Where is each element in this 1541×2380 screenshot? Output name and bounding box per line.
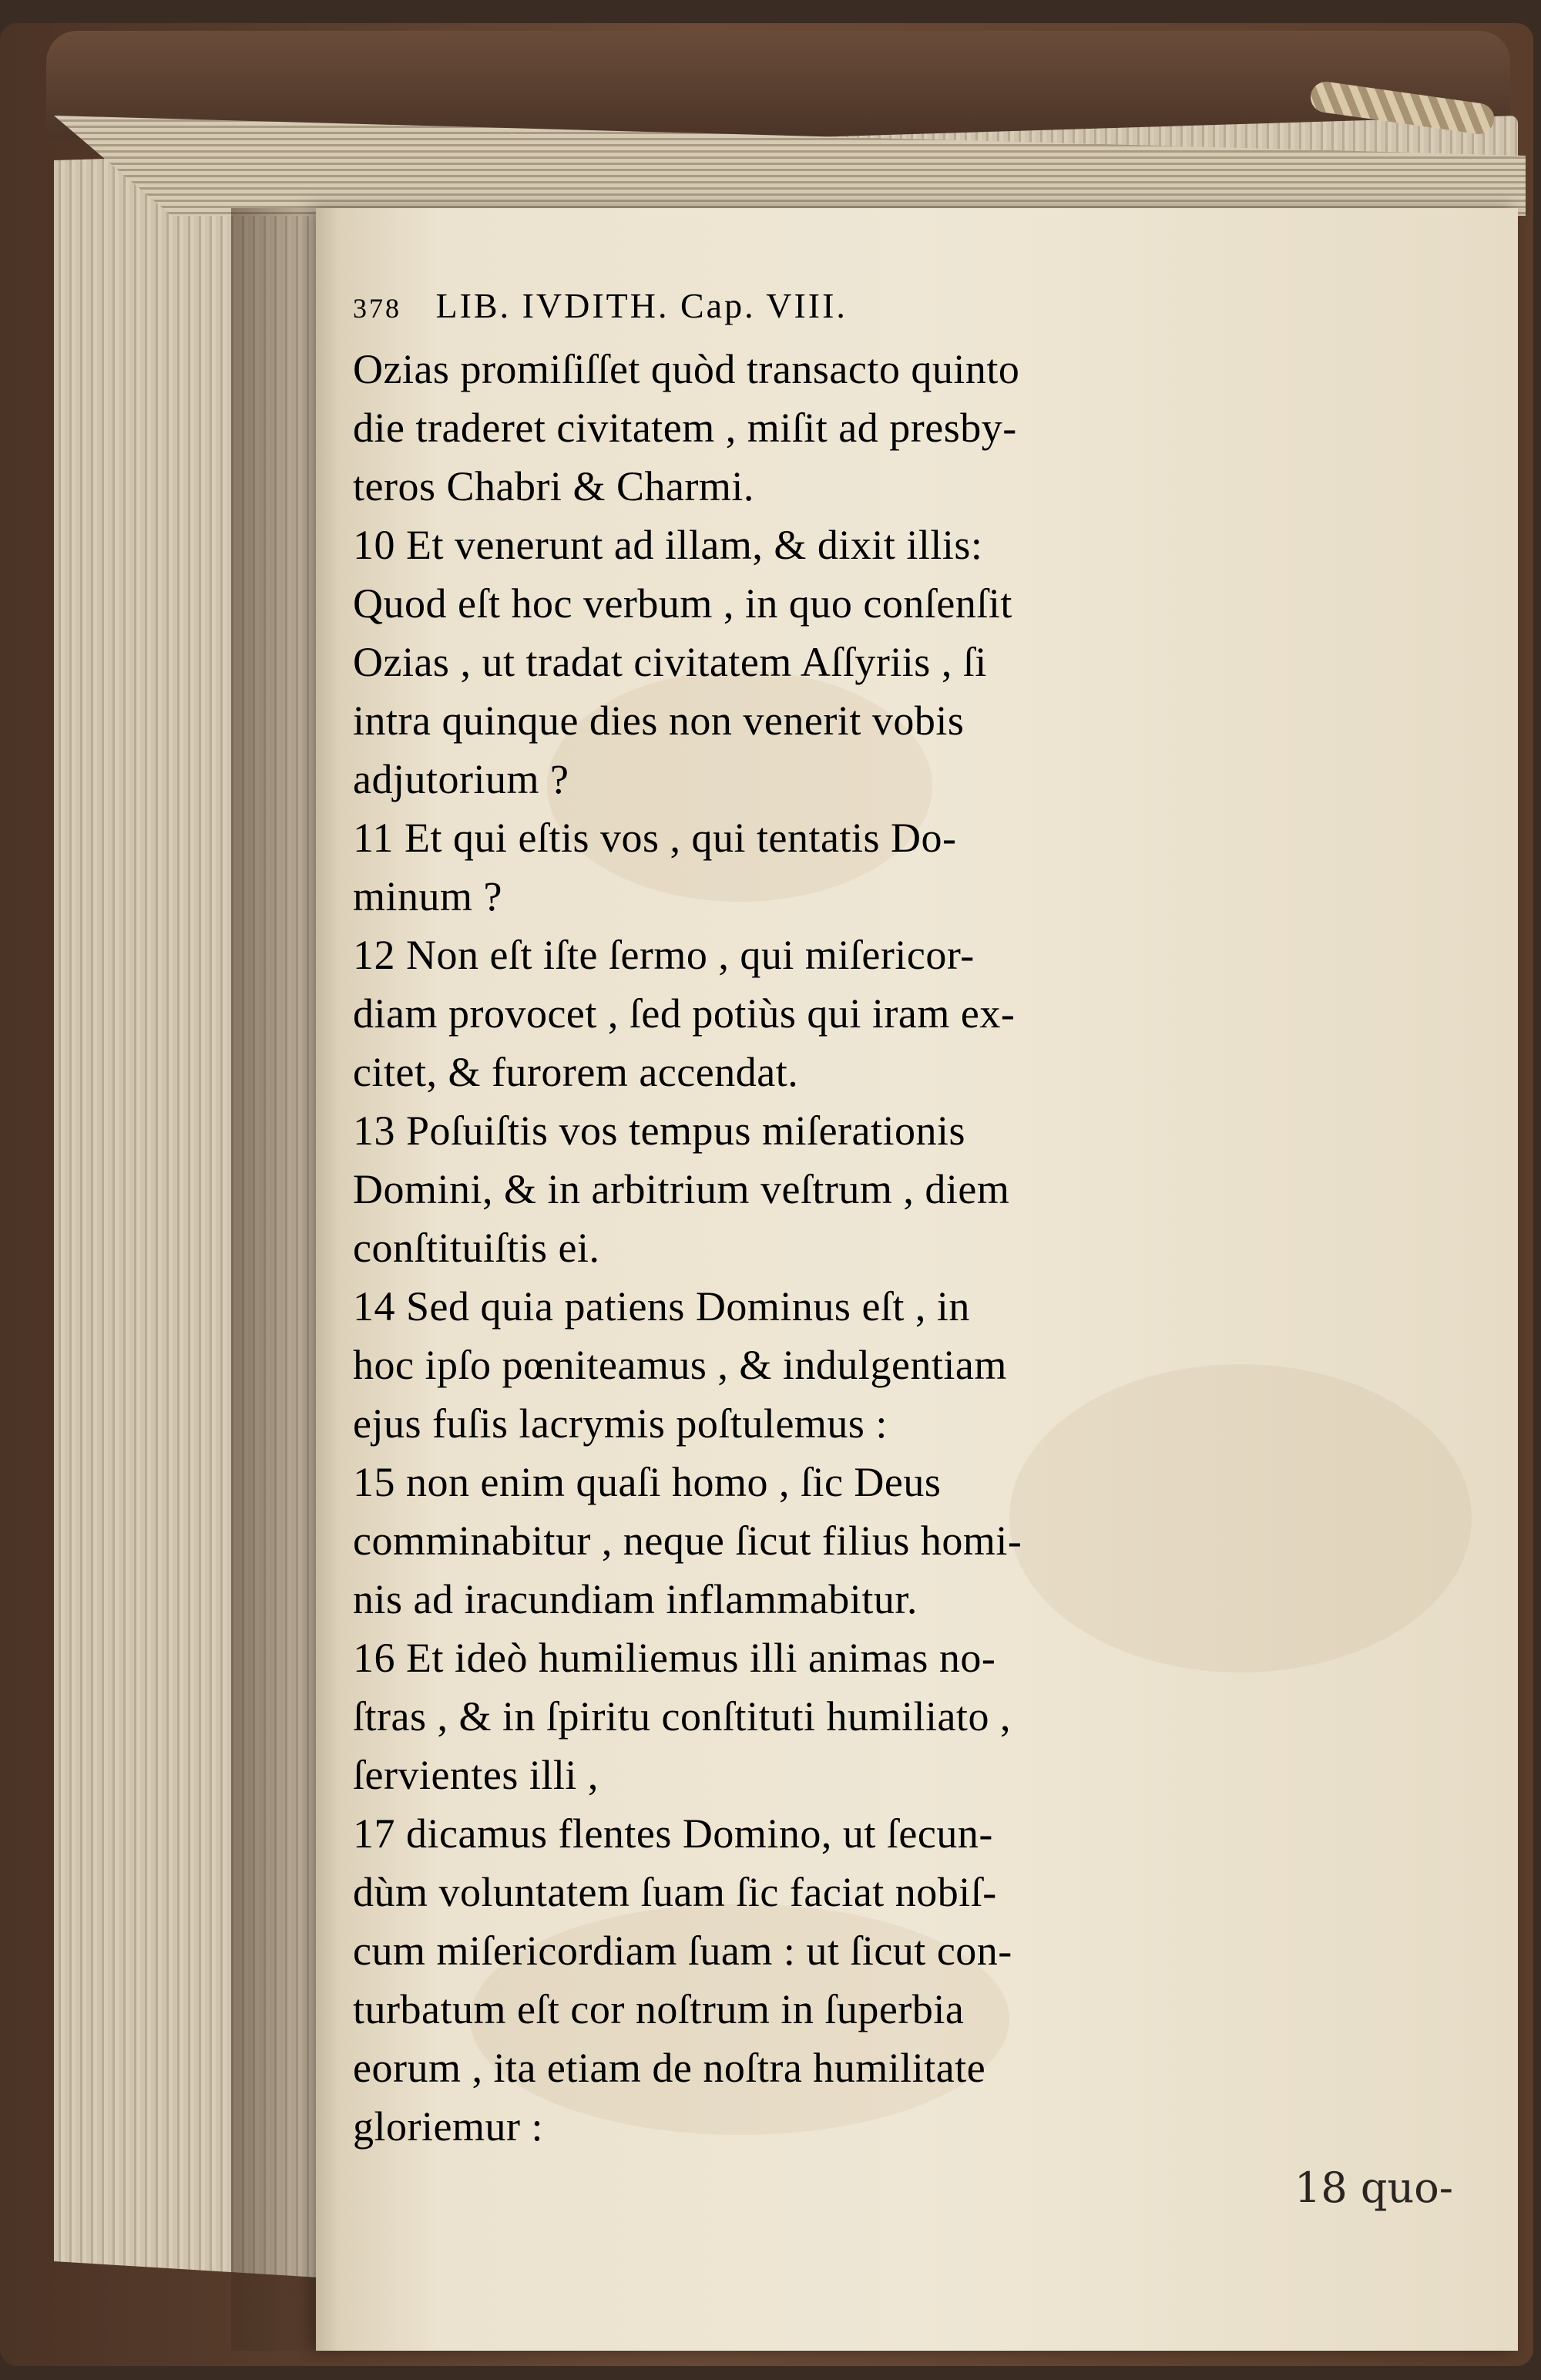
text-line: intra quinque dies non venerit vobis (353, 698, 965, 744)
text-line: nis ad iracundiam inflammabitur. (353, 1576, 918, 1622)
text-line: minum ? (353, 873, 502, 919)
text-line: Domini, & in arbitrium veſtrum , diem (353, 1166, 1010, 1212)
text-line: hoc ipſo pœniteamus , & indulgentiam (353, 1342, 1007, 1388)
page-number: 378 (353, 293, 401, 324)
text-line: Quod eſt hoc verbum , in quo conſenſit (353, 580, 1012, 627)
text-line: turbatum eſt cor noſtrum in ſuperbia (353, 1986, 965, 2032)
text-line: die traderet civitatem , miſit ad presby- (353, 405, 1017, 451)
text-line: 14 Sed quia patiens Dominus eſt , in (353, 1283, 970, 1330)
text-line: cum miſericordiam ſuam : ut ſicut con- (353, 1928, 1012, 1974)
text-line: 12 Non eſt iſte ſermo , qui miſericor- (353, 932, 975, 978)
text-line: dùm voluntatem ſuam ſic faciat nobiſ- (353, 1869, 997, 1915)
text-line: 15 non enim quaſi homo , ſic Deus (353, 1459, 942, 1505)
running-head-title: LIB. IVDITH. Cap. VIII. (435, 286, 848, 325)
text-line: Ozias promiſiſſet quòd transacto quinto (353, 346, 1020, 392)
text-line: 10 Et venerunt ad illam, & dixit illis: (353, 522, 983, 568)
catchword: 18 quo- (1294, 2163, 1453, 2212)
text-line: ſervientes illi , (353, 1752, 599, 1798)
text-line: gloriemur : (353, 2103, 543, 2150)
text-line: ejus fuſis lacrymis poſtulemus : (353, 1400, 888, 1447)
spine-shadow (231, 208, 339, 2351)
text-line: teros Chabri & Charmi. (353, 463, 754, 509)
text-line: 13 Poſuiſtis vos tempus miſerationis (353, 1108, 966, 1154)
text-line: conſtituiſtis ei. (353, 1225, 600, 1271)
text-line: diam provocet , ſed potiùs qui iram ex- (353, 990, 1016, 1037)
text-line: 16 Et ideò humiliemus illi animas no- (353, 1635, 996, 1681)
text-line: ſtras , & in ſpiritu conſtituti humiliato , (353, 1693, 1011, 1740)
text-line: citet, & furorem accendat. (353, 1049, 799, 1095)
text-line: adjutorium ? (353, 756, 569, 802)
text-line: 17 dicamus flentes Domino, ut ſecun- (353, 1810, 993, 1857)
running-head (353, 279, 1432, 333)
text-line: eorum , ita etiam de noſtra humilitate (353, 2045, 986, 2091)
text-line: 11 Et qui eſtis vos , qui tentatis Do- (353, 815, 957, 861)
text-line: Ozias , ut tradat civitatem Aſſyriis , ſi (353, 639, 987, 685)
text-line: comminabitur , neque ſicut filius homi- (353, 1518, 1022, 1564)
